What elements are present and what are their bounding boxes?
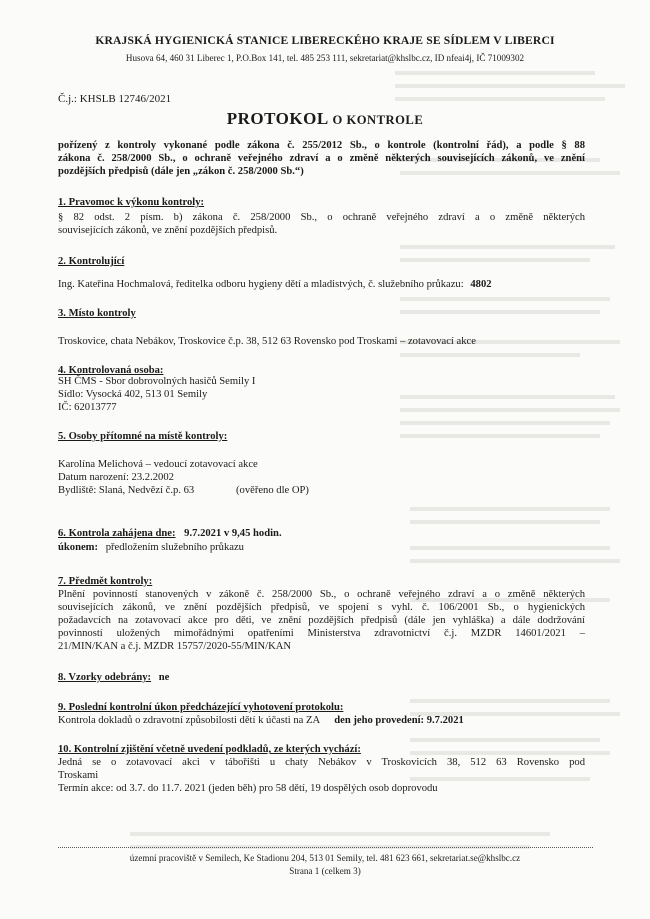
title-main: PROTOKOL [226,109,328,128]
present-person-line: Datum narození: 23.2.2002 [58,472,174,483]
institution-address: Husova 64, 460 31 Liberec 1, P.O.Box 141, tel. 485 253 111, sekretariat@khslbc.cz, ID nfeai4j, IČ 71009302 [125,53,525,63]
last-act-date: den jeho provedení: 9.7.2021 [334,715,464,726]
footer-divider [58,847,593,848]
controlled-person-line: IČ: 62013777 [58,402,117,413]
title-suffix: O KONTROLE [332,113,424,127]
intro-line: pozdějších předpisů (dále jen „zákon č. 258/2000 Sb.“) [58,166,304,177]
section-heading: 4. Kontrolovaná osoba: [58,365,164,376]
section-heading: 9. Poslední kontrolní úkon předcházející vyhotovení protokolu: [58,702,344,713]
inspection-place: Troskovice, chata Nebákov, Troskovice č.p. 38, 512 63 Rovensko pod Troskami – zotavovací akce [58,336,476,347]
subject-line: požadavcích na zotavovací akce pro děti, ve znění pozdějších předpisů (dále jen vyhláška) a dále dodržování [58,615,585,626]
inspector [58,278,492,291]
section-text: § 82 odst. 2 písm. b) zákona č. 258/2000 Sb., o ochraně veřejného zdraví a o změně některých [58,212,585,223]
section-text: souvisejících zákonů, ve znění pozdějších předpisů. [58,225,278,236]
samples-value: ne [158,672,170,683]
controlled-person-line: SH ČMS - Sbor dobrovolných hasičů Semily I [58,376,256,387]
findings-line: Jedná se o zotavovací akci v tábořišti u chaty Nebákov v Troskovicích 38, 512 63 Rovensko pod [58,757,585,768]
inspector-text: Ing. Kateřina Hochmalová, ředitelka odboru hygieny dětí a mladistvých, č. služebního průkazu: [58,279,464,290]
last-act [58,714,464,727]
institution-name: KRAJSKÁ HYGIENICKÁ STANICE LIBERECKÉHO KRAJE SE SÍDLEM V LIBERCI [95,34,555,47]
section-heading: 3. Místo kontroly [58,308,136,319]
last-act-text: Kontrola dokladů o zdravotní způsobilosti dětí k účasti na ZA [58,715,320,726]
subject-line: Plnění povinností stanovených v zákoně č. 258/2000 Sb., o ochraně veřejného zdraví a o změně některých [58,589,585,600]
document-title [0,109,650,128]
service-card-number: 4802 [470,279,492,290]
section-heading: 6. Kontrola zahájena dne: [58,528,176,539]
footer-address: územní pracoviště v Semilech, Ke Stadionu 204, 513 01 Semily, tel. 481 623 661, sekretariat.se@khslbc.cz [129,853,521,863]
section-heading: 10. Kontrolní zjištění včetně uvedení podkladů, ze kterých vychází: [58,744,361,755]
subject-line: souvisejících zákonů, ve znění pozdějších předpisů, ve spojení s vyhl. č. 106/2001 Sb., o hygienických [58,602,585,613]
start-datetime: 9.7.2021 v 9,45 hodin. [184,528,282,539]
intro-line: zákona č. 258/2000 Sb., o ochraně veřejného zdraví a o změně některých souvisejících zákonů, ve znění [58,153,585,164]
inspection-act [58,541,244,554]
section-heading: 7. Předmět kontroly: [58,576,153,587]
page-number: Strana 1 (celkem 3) [289,866,361,876]
subject-line: 21/MIN/KAN a č.j. MZDR 15757/2020-55/MIN/KAN [58,641,292,652]
present-person-line: Karolína Melichová – vedoucí zotavovací akce [58,459,258,470]
findings-line: Troskami [58,770,99,781]
section-heading: 1. Pravomoc k výkonu kontroly: [58,197,205,208]
samples-taken [58,671,169,684]
inspection-start [58,527,282,540]
section-heading: 2. Kontrolující [58,256,125,267]
act-text: předložením služebního průkazu [105,542,244,553]
present-person-residence: Bydliště: Slaná, Nedvězí č.p. 63 [58,485,195,496]
intro-line: pořízený z kontroly vykonané podle zákona č. 255/2012 Sb., o kontrole (kontrolní řád), a podle § 88 [58,140,585,151]
section-heading: 5. Osoby přítomné na místě kontroly: [58,431,228,442]
section-heading: 8. Vzorky odebrány: [58,672,152,683]
controlled-person-line: Sídlo: Vysocká 402, 513 01 Semily [58,389,208,400]
reference-number: Č.j.: KHSLB 12746/2021 [58,93,172,105]
verification-note: (ověřeno dle OP) [236,485,309,496]
act-label: úkonem: [58,542,99,553]
subject-line: povinností uložených mimořádnými opatřeními Ministerstva zdravotnictví č.j. MZDR 14601/2021 – [58,628,585,639]
findings-line: Termín akce: od 3.7. do 11.7. 2021 (jeden běh) pro 58 dětí, 19 dospělých osob doprovodu [58,783,438,794]
